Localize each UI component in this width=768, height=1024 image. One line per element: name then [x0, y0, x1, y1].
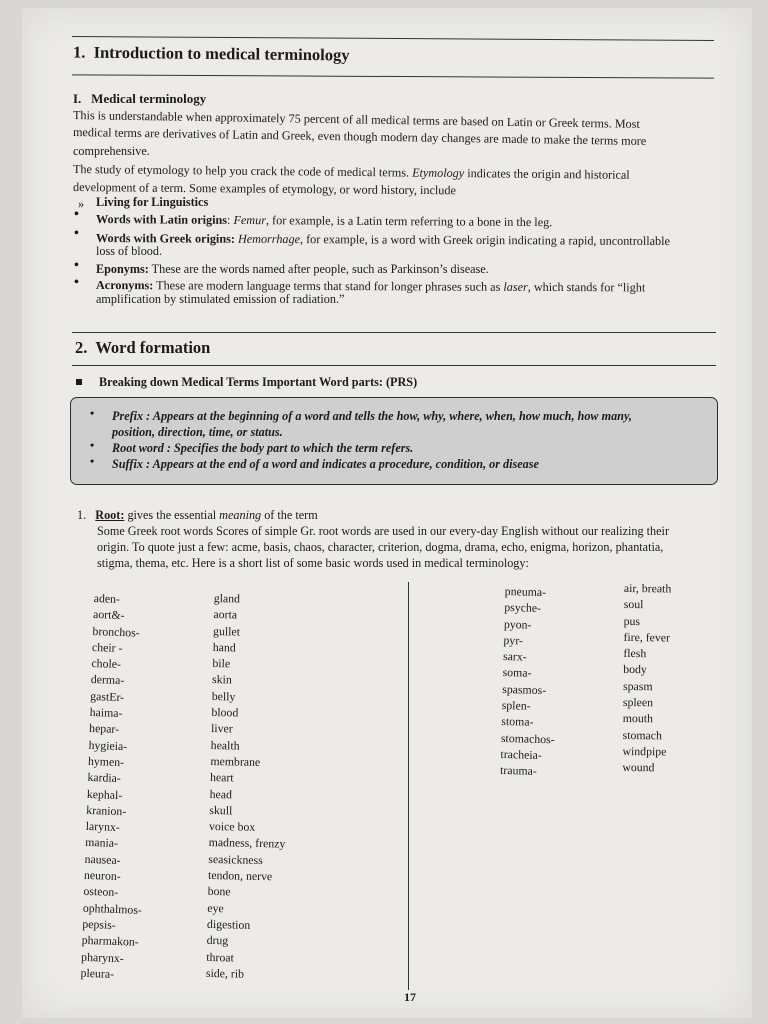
square-bullet-icon — [76, 379, 82, 385]
acronyms-item-line2: amplification by stimulated emission of radiation.” — [96, 292, 345, 306]
root-word: osteon- — [83, 884, 119, 900]
root-word: stomachos- — [500, 730, 555, 747]
linguistics-marker: » — [78, 197, 85, 211]
root-word: gastEr- — [90, 688, 125, 704]
root-word: splen- — [501, 698, 531, 713]
acronyms-item: Acronyms: These are modern language terms that stand for longer phrases such as laser, which stands for “light — [95, 278, 646, 295]
suffix-definition: Suffix : Appears at the end of a word and indicates a procedure, condition, or disease — [112, 457, 539, 471]
root-word: bronchos- — [92, 623, 140, 640]
root-meaning: seasickness — [208, 851, 263, 867]
section2-bottom-rule — [72, 365, 716, 366]
root-word: spasmos- — [502, 681, 547, 697]
root-meaning: digestion — [206, 916, 251, 932]
bullet-icon: • — [74, 226, 79, 241]
section2-title: 2. Word formation — [75, 338, 211, 357]
para2-line1: The study of etymology to help you crack the code of medical terms. Etymology indicates the origin and historical — [72, 162, 630, 182]
root-word: hepar- — [88, 721, 120, 737]
root-word: soma- — [502, 665, 532, 681]
root-word: kranion- — [86, 802, 127, 819]
root-meaning: fire, fever — [623, 629, 671, 645]
root-word-definition: Root word : Specifies the body part to which the term refers. — [112, 441, 414, 455]
root-meaning: voice box — [208, 819, 256, 835]
root-word: neuron- — [83, 867, 121, 884]
root-meaning: drug — [206, 933, 229, 948]
root-meaning: air, breath — [623, 580, 672, 596]
root-word: cheir - — [91, 639, 123, 655]
subsection-title: I. Medical terminology — [73, 91, 207, 106]
linguistics-title: Living for Linguistics — [96, 195, 209, 209]
eponyms-item: Eponyms: These are the words named after people, such as Parkinson’s disease. — [96, 262, 489, 276]
page-number: 17 — [404, 990, 416, 1004]
root-meaning: wound — [622, 760, 655, 775]
prs-subheading: Breaking down Medical Terms Important Word parts: (PRS) — [99, 375, 418, 389]
root-meaning: liver — [210, 721, 233, 736]
bullet-icon: • — [90, 406, 95, 420]
root-meaning: bile — [212, 656, 231, 671]
root-word: pepsis- — [82, 916, 116, 932]
root-meaning: spleen — [622, 695, 654, 710]
prefix-definition: Prefix : Appears at the beginning of a word and tells the how, why, where, when, how much, how many, — [112, 409, 632, 423]
section1-title: 1. Introduction to medical terminology — [72, 42, 350, 65]
root-word: kephal- — [86, 786, 123, 802]
section2-top-rule — [72, 332, 716, 333]
root-meaning: stomach — [622, 727, 663, 743]
greek-origins-item-line2: loss of blood. — [96, 244, 163, 258]
root-word: ophthalmos- — [82, 900, 143, 917]
bullet-icon: • — [74, 275, 79, 290]
root-para-line2: Some Greek root words Scores of simple Gr. root words are used in our every-day English without our realizing their — [97, 524, 670, 538]
column-divider — [408, 582, 409, 990]
root-para-line3: origin. To quote just a few: acme, basis, chaos, character, criterion, dogma, drama, echo, enigma, horizon, phantatia, — [97, 540, 664, 554]
root-meaning: spasm — [623, 678, 653, 694]
latin-origins-item: Words with Latin origins: Femur, for example, is a Latin term referring to a bone in the leg. — [95, 212, 553, 230]
root-meaning: gland — [213, 590, 241, 606]
root-meaning: skull — [209, 802, 233, 818]
root-word: hygieia- — [88, 737, 128, 753]
root-meaning: bone — [207, 884, 231, 899]
bullet-icon: • — [90, 438, 95, 452]
root-meaning: windpipe — [622, 743, 667, 759]
root-word: stoma- — [501, 714, 534, 730]
root-meaning: membrane — [210, 753, 261, 769]
para1-line3: comprehensive. — [73, 144, 150, 158]
root-word: pneuma- — [504, 583, 547, 600]
root-meaning: hand — [212, 639, 236, 655]
root-word: sarx- — [502, 649, 527, 664]
para2-line2: development of a term. Some examples of etymology, or word history, include — [72, 180, 456, 198]
root-meaning: side, rib — [205, 965, 245, 981]
root-word: tracheia- — [500, 746, 542, 762]
root-word: aort&- — [92, 607, 125, 623]
bullet-icon: • — [74, 258, 79, 273]
greek-origins-item: Words with Greek origins: Hemorrhage, for example, is a word with Greek origin indicating a rapid, uncontrollable — [95, 231, 670, 249]
right-roots-column — [500, 583, 559, 780]
root-word: kardia- — [87, 770, 122, 786]
root-meaning: mouth — [622, 711, 654, 726]
root-meaning: aorta — [213, 607, 238, 622]
root-meaning: belly — [211, 688, 236, 704]
root-word: larynx- — [85, 819, 121, 835]
root-meaning: tendon, nerve — [207, 867, 273, 884]
bullet-icon: • — [74, 207, 79, 222]
root-meaning: soul — [623, 597, 644, 612]
root-word: nausea- — [84, 851, 121, 867]
root-word: chole- — [91, 656, 122, 672]
root-meaning: heart — [209, 770, 234, 785]
root-word: haima- — [89, 705, 123, 721]
root-meaning: head — [209, 786, 233, 801]
root-word: pyon- — [503, 616, 532, 632]
root-meaning: body — [623, 662, 647, 677]
root-meaning: throat — [206, 949, 234, 965]
root-meaning: flesh — [623, 646, 647, 661]
root-para-line4: stigma, thema, etc. Here is a short list of some basic words used in medical terminology: — [97, 556, 529, 570]
root-meaning: pus — [623, 613, 641, 628]
root-word: psyche- — [504, 600, 542, 616]
root-meaning: blood — [211, 705, 239, 720]
root-word: trauma- — [499, 763, 537, 779]
root-word: mania- — [84, 835, 119, 851]
root-heading: 1. Root: gives the essential meaning of the term — [77, 508, 318, 522]
para1-line2: medical terms are derivatives of Latin and Greek, even though modern day changes are made to make the terms more — [72, 125, 647, 149]
para1-line1: This is understandable when approximately 75 percent of all medical terms are based on Latin or Greek terms. Most — [72, 108, 640, 131]
root-word: pleura- — [80, 965, 115, 981]
root-word: pyr- — [503, 632, 524, 648]
root-meaning: gullet — [213, 623, 241, 639]
root-meaning: health — [210, 737, 240, 753]
right-meanings-column — [622, 580, 671, 776]
root-word: hymen- — [87, 753, 125, 770]
root-meaning: madness, frenzy — [208, 835, 286, 852]
root-word: aden- — [93, 590, 121, 606]
root-word: derma- — [90, 672, 125, 688]
bullet-icon: • — [90, 454, 95, 468]
root-word: pharynx- — [80, 949, 125, 965]
root-word: pharmakon- — [81, 933, 139, 950]
prefix-definition-line2: position, direction, time, or status. — [112, 425, 283, 439]
left-meanings-column — [206, 590, 291, 983]
root-meaning: skin — [211, 672, 232, 687]
root-meaning: eye — [207, 900, 224, 915]
